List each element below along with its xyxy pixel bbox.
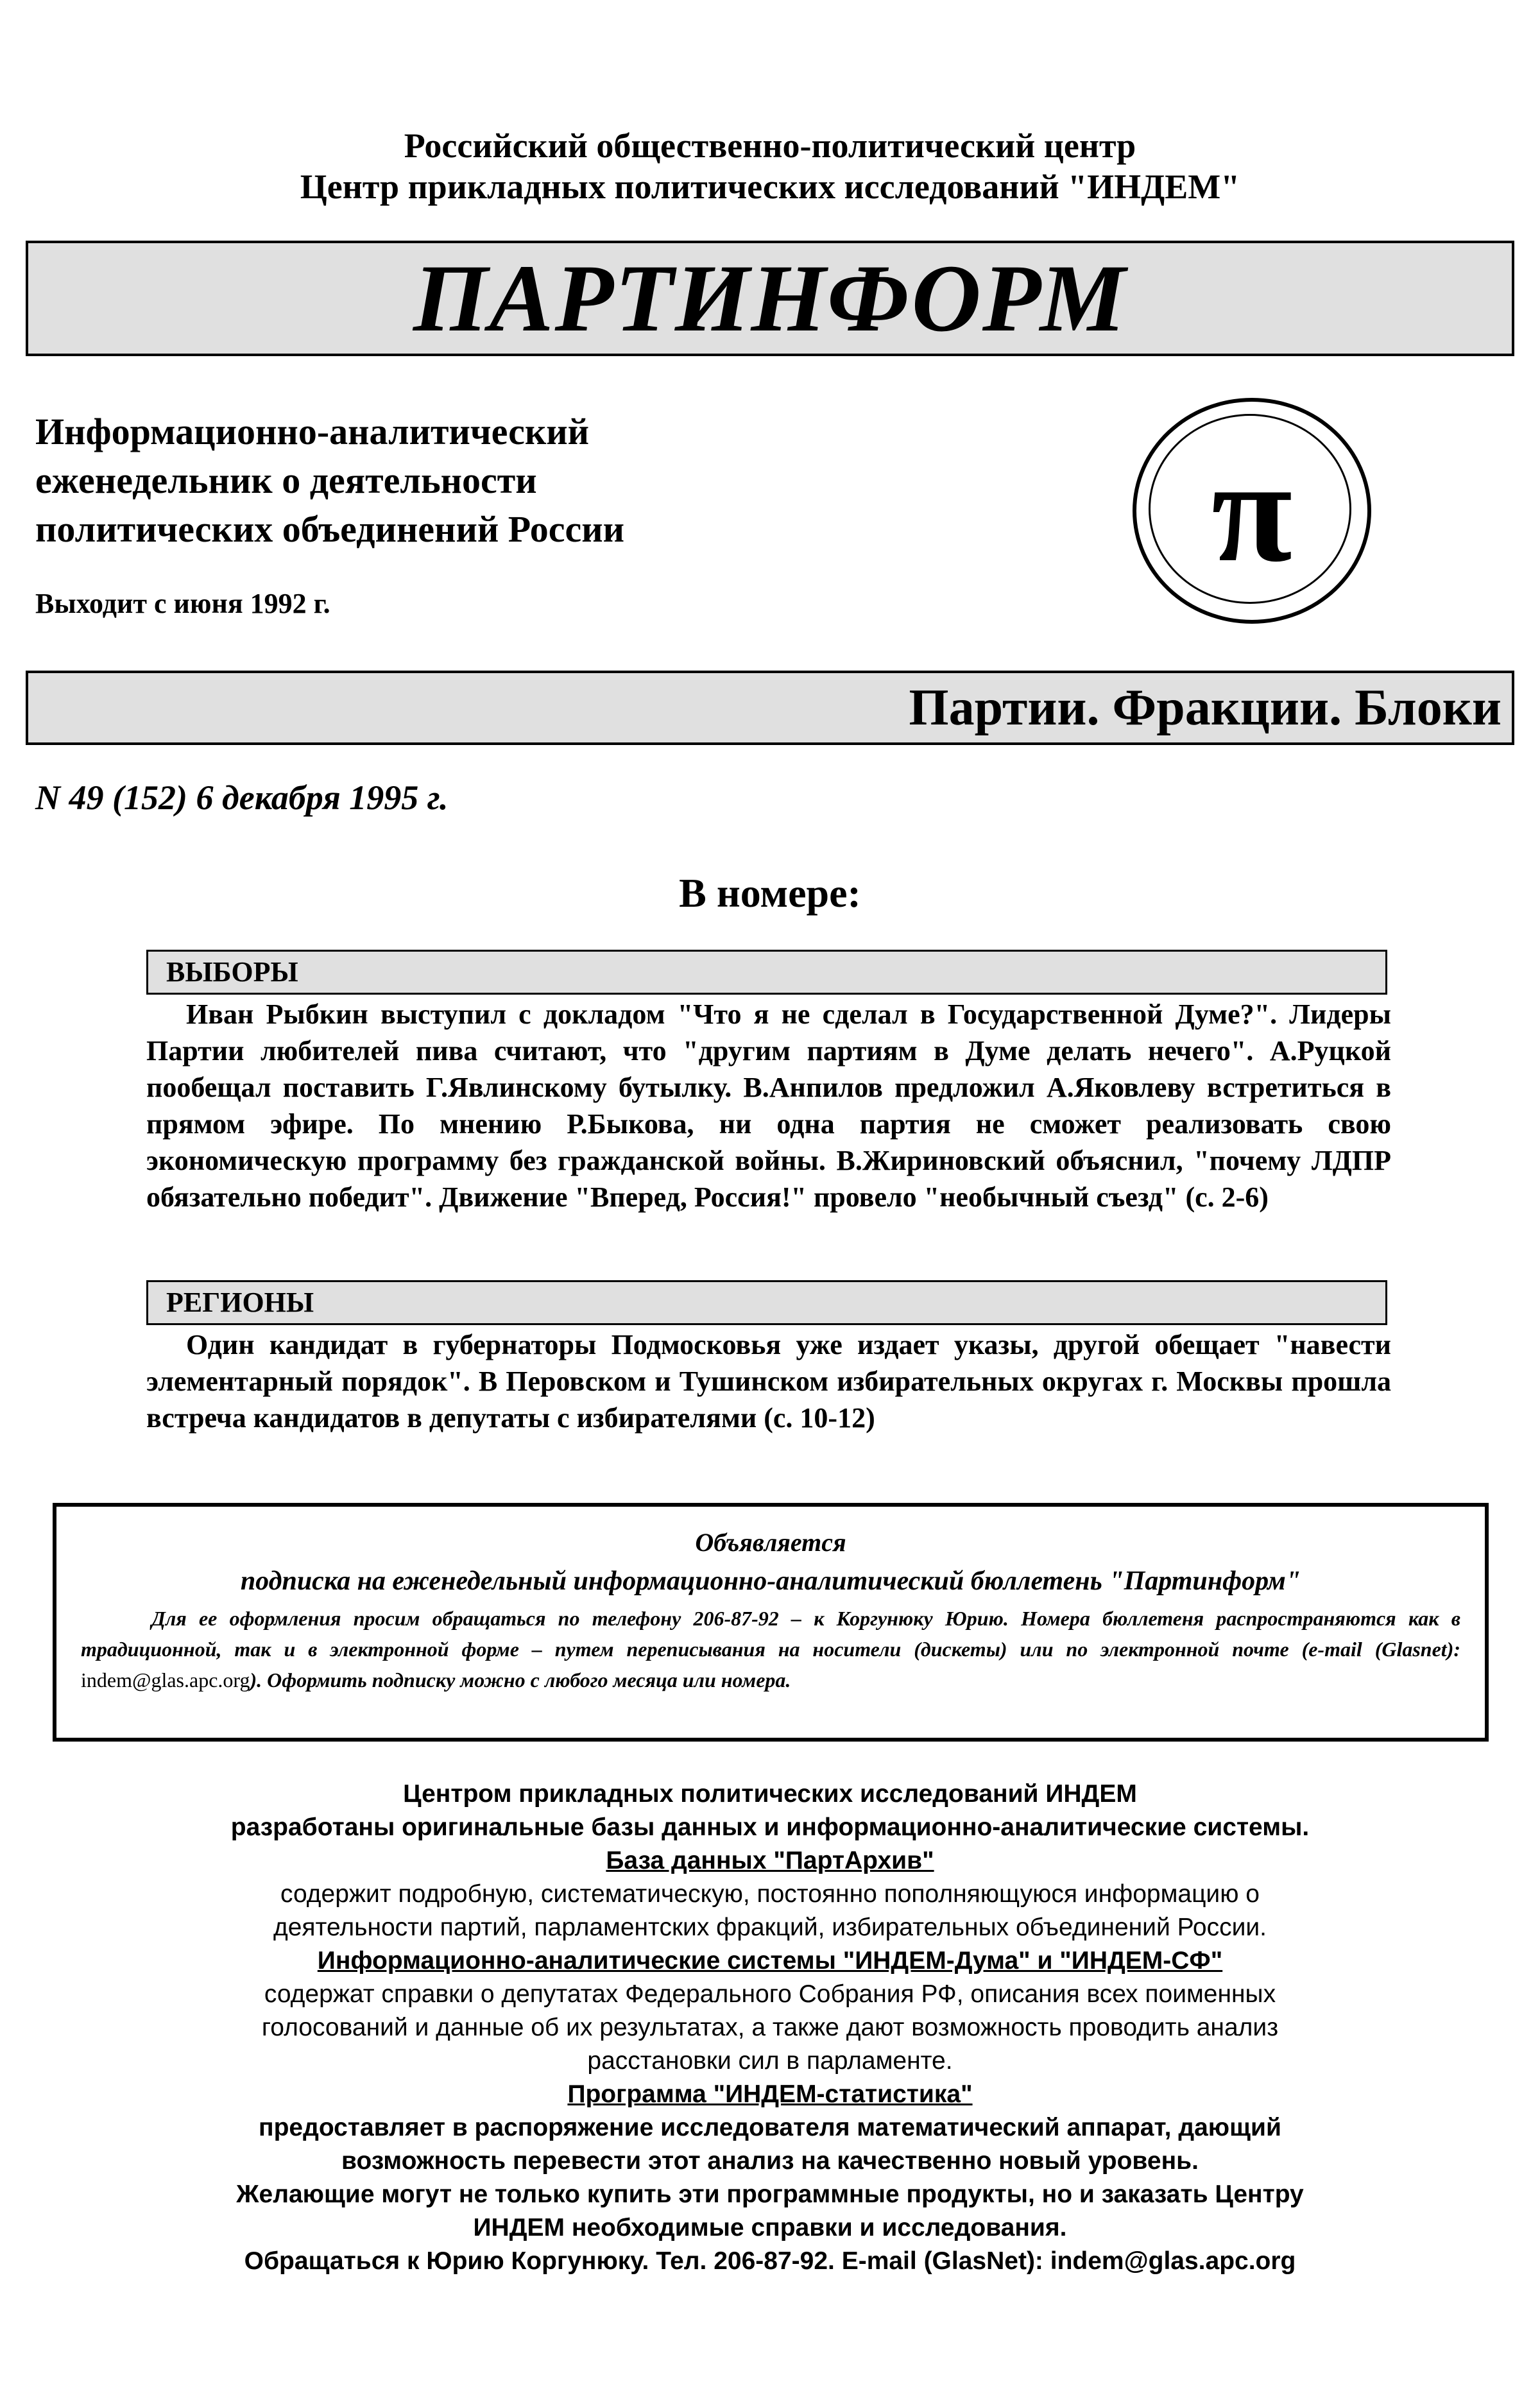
pi-logo-icon: π: [1211, 429, 1292, 592]
organization-header: [0, 125, 1540, 207]
announcement-email: indem@glas.apc.org: [81, 1668, 250, 1692]
center-name: Центр прикладных политических исследований "ИНДЕМ": [300, 167, 1240, 206]
indem-statistics-heading: Программа "ИНДЕМ-статистика": [567, 2080, 973, 2108]
subtitle-line-2: еженедельник о деятельности: [35, 459, 537, 501]
rubric-regions-text: Один кандидат в губернаторы Подмосковья уже издает указы, другой обещает "навести элементарный порядок". В Перовском и Тушинском избирательных округах г. Москвы прошла встреча кандидатов в депутаты с избирателями (с. 10-12): [146, 1329, 1391, 1434]
announcement-body-part-1: Для ее оформления просим обращаться по телефону 206-87-92 – к Коргунюку Юрию. Номера бюллетеня распространяются как в традиционной, так и в электронной форме – путем переписывания на носители (дискеты) или по электронной почте (e-mail (Glasnet):: [81, 1607, 1460, 1661]
subscription-announcement: [53, 1503, 1489, 1742]
announcement-body-part-2: ). Оформить подписку можно с любого месяца или номера.: [250, 1668, 791, 1692]
issue-number: N 49 (152) 6 декабря 1995 г.: [35, 778, 449, 817]
organization-name: Российский общественно-политический центр: [404, 126, 1136, 165]
footer-line: разработаны оригинальные базы данных и информационно-аналитические системы.: [230, 1813, 1310, 1841]
rubric-elections-text: Иван Рыбкин выступил с докладом "Что я не сделал в Государственной Думе?". Лидеры Партии любителей пива считают, что "другим партиям в Думе делать нечего". А.Руцкой пообещал поставить Г.Явлинскому бутылку. В.Анпилов предложил А.Яковлеву встретиться в прямом эфире. По мнению Р.Быкова, ни одна партия не сможет реализовать свою экономическую программу без гражданской войны. В.Жириновский объяснил, "почему ЛДПР обязательно победит". Движение "Вперед, Россия!" провело "необычный съезд" (с. 2-6): [146, 998, 1391, 1213]
footer-line: ИНДЕМ необходимые справки и исследования.: [473, 2214, 1067, 2241]
footer-line: голосований и данные об их результатах, а также дают возможность проводить анализ: [261, 2014, 1279, 2041]
partarchive-heading: База данных "ПартАрхив": [606, 1847, 934, 1874]
footer-info: [0, 1778, 1540, 2278]
footer-line: Желающие могут не только купить эти программные продукты, но и заказать Центру: [236, 2181, 1304, 2208]
subtitle-line-1: Информационно-аналитический: [35, 411, 590, 452]
footer-line: деятельности партий, парламентских фракций, избирательных объединений России.: [273, 1914, 1267, 1941]
announcement-subtitle: подписка на еженедельный информационно-аналитический бюллетень "Партинформ": [240, 1566, 1301, 1596]
section-title: Партии. Фракции. Блоки: [909, 680, 1502, 736]
footer-line: содержит подробную, систематическую, постоянно пополняющуюся информацию о: [280, 1880, 1260, 1908]
rubric-regions-label: РЕГИОНЫ: [166, 1287, 314, 1318]
footer-line: предоставляет в распоряжение исследователя математический аппарат, дающий: [259, 2114, 1281, 2141]
title-banner: [26, 241, 1514, 356]
footer-contact: Обращаться к Юрию Коргунюку. Тел. 206-87-92. E-mail (GlasNet): indem@glas.apc.org: [244, 2247, 1296, 2275]
publication-title: ПАРТИНФОРМ: [413, 245, 1127, 352]
rubric-elections-label: ВЫБОРЫ: [166, 956, 298, 988]
subtitle-line-3: политических объединений России: [35, 508, 625, 550]
indem-systems-heading: Информационно-аналитические системы "ИНДЕМ-Дума" и "ИНДЕМ-СФ": [317, 1947, 1223, 1975]
publication-since: Выходит с июня 1992 г.: [35, 588, 330, 619]
footer-line: расстановки сил в парламенте.: [587, 2047, 953, 2075]
announcement-title: Объявляется: [695, 1528, 846, 1557]
rubric-elections-bar: [146, 950, 1387, 995]
announcement-body: [81, 1603, 1460, 1695]
footer-line: Центром прикладных политических исследований ИНДЕМ: [403, 1780, 1137, 1808]
contents-heading: В номере:: [679, 870, 861, 916]
rubric-regions-bar: [146, 1280, 1387, 1325]
footer-line: возможность перевести этот анализ на качественно новый уровень.: [341, 2147, 1199, 2175]
footer-line: содержат справки о депутатах Федерального Собрания РФ, описания всех поименных: [264, 1980, 1276, 2008]
publication-subtitle: [35, 407, 624, 554]
section-banner: [26, 671, 1514, 745]
